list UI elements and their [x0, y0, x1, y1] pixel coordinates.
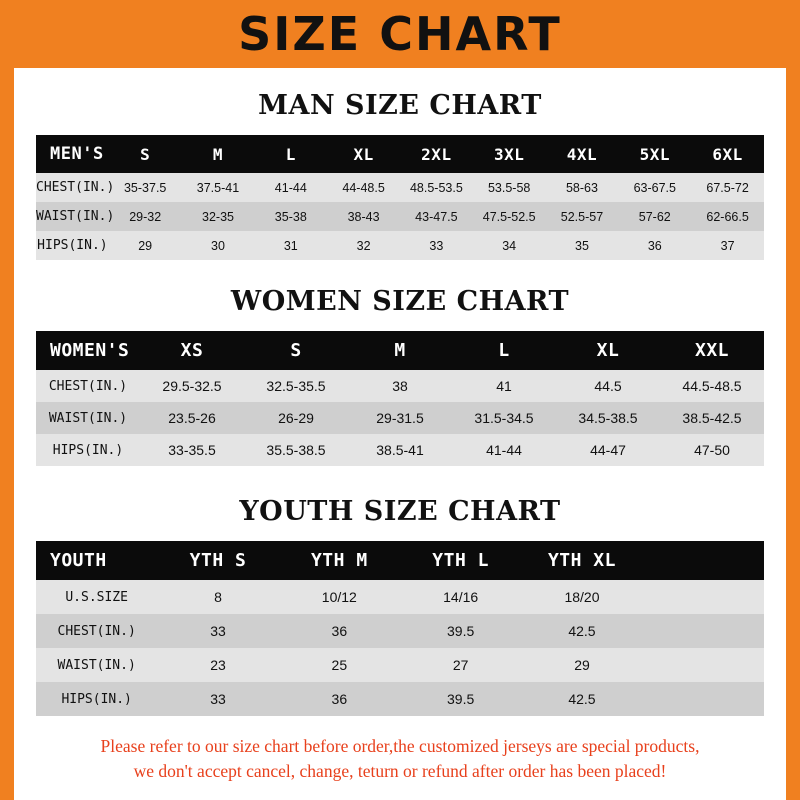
cell: 37.5-41 — [196, 180, 240, 195]
table-row — [36, 402, 764, 434]
row-label-waist: WAIST(IN.) — [57, 657, 136, 673]
column-header-2xl: 2XL — [421, 144, 452, 164]
table-row — [36, 580, 764, 614]
column-header-yth-m: YTH M — [310, 550, 368, 571]
cell: 41-44 — [486, 442, 522, 458]
cell: 37 — [720, 238, 735, 253]
footnote-line-2: we don't accept cancel, change, teturn or refund after order has been placed! — [133, 761, 667, 782]
cell: 36 — [331, 691, 348, 707]
cell — [643, 682, 764, 716]
table-row — [36, 614, 764, 648]
table-header-row — [36, 331, 764, 370]
cell: 27 — [452, 657, 469, 673]
cell: 53.5-58 — [487, 180, 531, 195]
table-row — [36, 682, 764, 716]
table-row — [36, 202, 764, 231]
column-header-yth-l: YTH L — [432, 550, 489, 571]
cell: 14/16 — [443, 589, 479, 605]
column-header-xl: XL — [596, 340, 620, 361]
row-label-waist: WAIST(IN.) — [48, 410, 128, 426]
cell: 42.5 — [568, 691, 596, 707]
cell: 8 — [214, 589, 222, 605]
cell: 47-50 — [694, 442, 730, 458]
row-label-chest: CHEST(IN.) — [48, 378, 128, 394]
cell: 38 — [392, 378, 408, 394]
cell: 32 — [356, 238, 371, 253]
row-label-us-size: U.S.SIZE — [65, 589, 128, 605]
cell: 29-32 — [129, 209, 162, 224]
cell: 43-47.5 — [415, 209, 458, 224]
cell: 38.5-41 — [376, 442, 424, 458]
cell: 29.5-32.5 — [162, 378, 222, 394]
cell: 67.5-72 — [706, 180, 749, 195]
cell: 35-38 — [274, 209, 307, 224]
cell: 32.5-35.5 — [266, 378, 326, 394]
column-header-s: S — [290, 340, 302, 361]
column-header-label: YOUTH — [50, 550, 107, 571]
column-header-s: S — [140, 144, 151, 164]
cell — [643, 580, 764, 614]
column-header-xxl: XXL — [694, 340, 729, 361]
table-header-row — [36, 541, 764, 580]
column-header-xl: XL — [353, 144, 374, 164]
cell: 63-67.5 — [633, 180, 676, 195]
footnote — [36, 734, 764, 785]
cell: 44.5 — [594, 378, 622, 394]
cell: 18/20 — [564, 589, 600, 605]
women-size-table — [36, 331, 764, 466]
column-header-yth-xl: YTH XL — [547, 550, 616, 571]
column-header-3xl: 3XL — [493, 144, 525, 164]
cell: 31.5-34.5 — [474, 410, 534, 426]
cell: 35 — [575, 238, 589, 253]
women-size-chart-title: WOMEN SIZE CHART — [230, 286, 570, 317]
column-header-xs: XS — [180, 340, 204, 361]
cell: 39.5 — [447, 691, 475, 707]
cell: 30 — [211, 238, 225, 253]
column-header-yth-s: YTH S — [189, 550, 247, 571]
table-row — [36, 231, 764, 260]
cell: 29 — [138, 238, 153, 253]
cell: 62-66.5 — [706, 209, 749, 224]
row-label-hips: HIPS(IN.) — [52, 442, 124, 458]
column-header-5xl: 5XL — [639, 144, 670, 164]
table-row — [36, 370, 764, 402]
cell: 52.5-57 — [560, 209, 604, 224]
cell: 58-63 — [565, 180, 598, 195]
cell: 29 — [574, 657, 590, 673]
cell: 29-31.5 — [376, 410, 424, 426]
man-size-table — [36, 135, 764, 260]
footnote-line-1: Please refer to our size chart before order,the customized jerseys are special products, — [100, 736, 700, 756]
cell: 31 — [283, 238, 298, 253]
cell: 38-43 — [347, 209, 380, 224]
column-header-l: L — [498, 340, 510, 361]
column-header-4xl: 4XL — [566, 144, 598, 164]
table-header-row — [36, 135, 764, 173]
cell: 41 — [496, 378, 512, 394]
column-header-label: MEN'S — [50, 144, 104, 164]
cell: 32-35 — [202, 209, 234, 224]
cell: 25 — [331, 657, 348, 673]
banner — [14, 0, 786, 68]
man-size-chart-title: MAN SIZE CHART — [258, 90, 542, 121]
row-label-chest: CHEST(IN.) — [36, 180, 115, 195]
cell: 33 — [429, 238, 444, 253]
row-label-waist: WAIST(IN.) — [36, 209, 115, 224]
table-row — [36, 173, 764, 202]
cell — [643, 614, 764, 648]
cell: 35-37.5 — [123, 180, 167, 195]
content — [14, 90, 786, 785]
row-label-hips: HIPS(IN.) — [61, 691, 132, 707]
row-label-hips: HIPS(IN.) — [37, 238, 108, 253]
cell: 57-62 — [638, 209, 671, 224]
column-header-label: WOMEN'S — [50, 340, 130, 361]
cell: 10/12 — [321, 589, 357, 605]
cell: 47.5-52.5 — [482, 209, 536, 224]
column-header-m: M — [212, 144, 224, 164]
row-label-chest: CHEST(IN.) — [57, 623, 136, 639]
cell: 35.5-38.5 — [266, 442, 326, 458]
cell: 23 — [210, 657, 226, 673]
cell: 23.5-26 — [168, 410, 216, 426]
column-header-m: M — [394, 340, 406, 361]
column-header-6xl: 6XL — [712, 144, 743, 164]
cell: 36 — [647, 238, 662, 253]
page-title: SIZE CHART — [238, 7, 562, 61]
cell: 44-48.5 — [342, 180, 385, 195]
cell: 48.5-53.5 — [409, 180, 463, 195]
cell: 33-35.5 — [168, 442, 216, 458]
youth-size-chart-title: YOUTH SIZE CHART — [239, 496, 561, 527]
table-row — [36, 434, 764, 466]
cell: 26-29 — [278, 410, 314, 426]
cell: 39.5 — [447, 623, 475, 639]
column-header-empty — [643, 541, 764, 580]
cell: 36 — [331, 623, 348, 639]
cell: 41-44 — [274, 180, 307, 195]
cell: 33 — [210, 623, 226, 639]
cell — [643, 648, 764, 682]
cell: 33 — [210, 691, 226, 707]
cell: 34.5-38.5 — [578, 410, 638, 426]
cell: 44.5-48.5 — [682, 378, 742, 394]
cell: 44-47 — [590, 442, 626, 458]
youth-size-table — [36, 541, 764, 716]
column-header-l: L — [285, 144, 296, 164]
cell: 34 — [502, 238, 517, 253]
cell: 42.5 — [568, 623, 596, 639]
cell: 38.5-42.5 — [682, 410, 742, 426]
table-row — [36, 648, 764, 682]
